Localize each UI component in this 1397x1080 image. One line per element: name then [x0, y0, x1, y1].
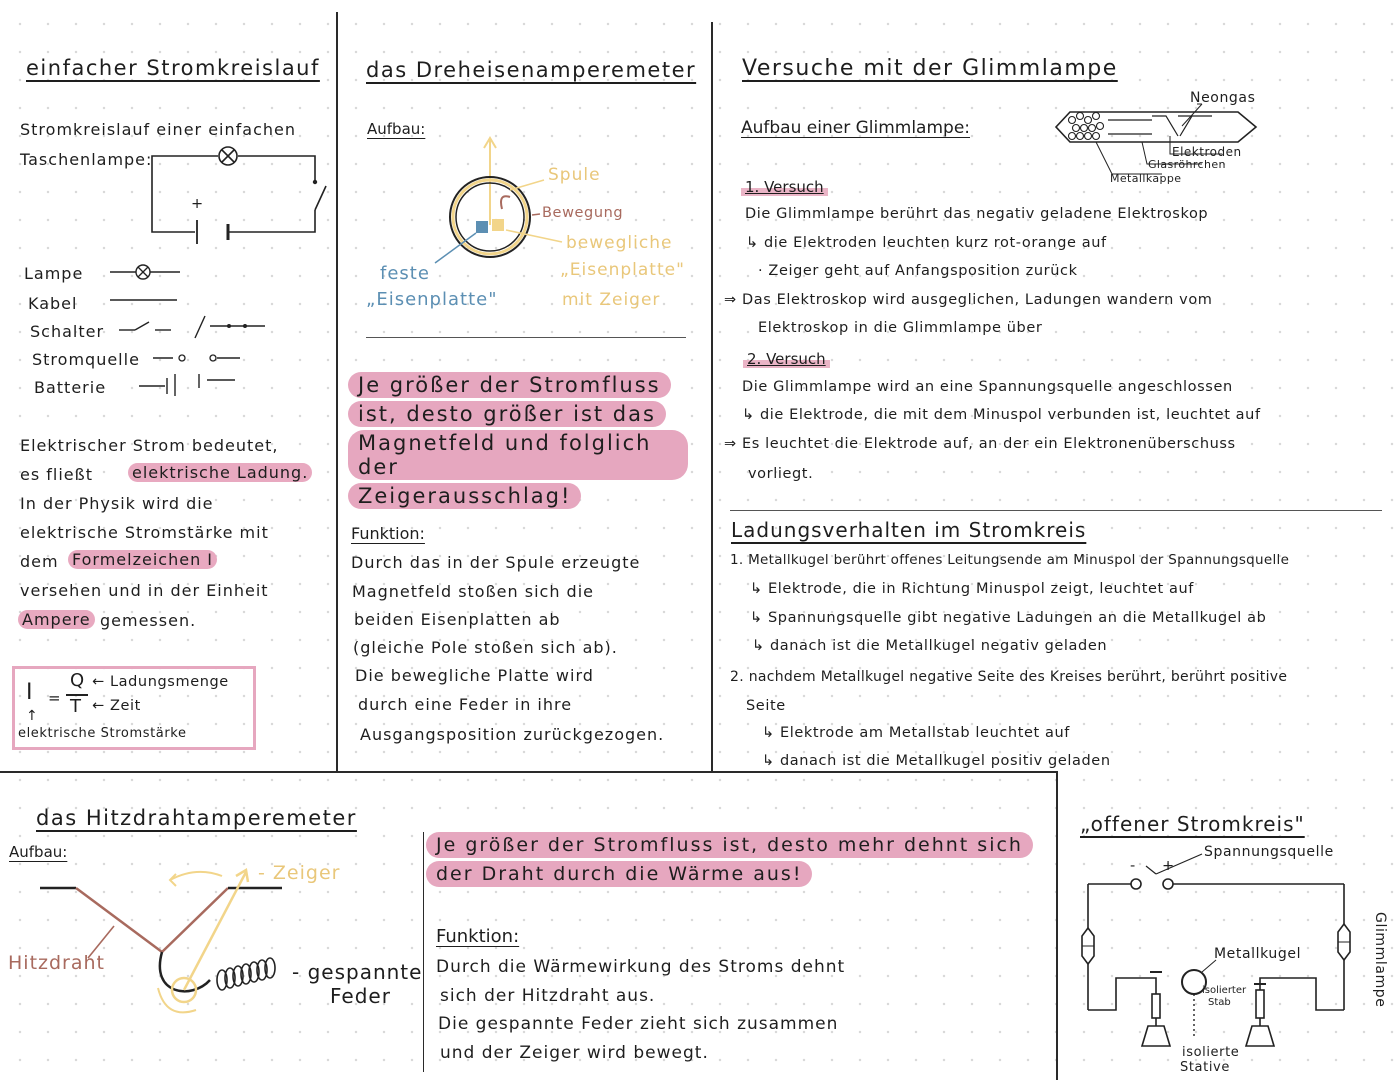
col1-title: einfacher Stromkreislauf	[26, 56, 320, 80]
col3-aufbau: Aufbau einer Glimmlampe:	[741, 118, 971, 138]
col3-ladung-line1: 1. Metallkugel berührt offenes Leitungsende am Minuspol der Spannungsquelle	[730, 552, 1290, 568]
col3-v2-line4: vorliegt.	[748, 466, 814, 482]
col2-funktion-6: durch eine Feder in ihre	[358, 695, 573, 714]
legend-symbols	[105, 260, 275, 400]
legend-kabel: Kabel	[28, 294, 78, 313]
col3-separator	[730, 510, 1382, 511]
bottom-right-title: „offener Stromkreis"	[1080, 812, 1305, 836]
circuit-plus-sign: +	[191, 196, 204, 212]
bottom-left-aufbau: Aufbau:	[9, 843, 68, 861]
col1-text-3: In der Physik wird die	[20, 494, 214, 513]
col2-highlight-block	[348, 372, 688, 512]
bottom-mid-funktion: Funktion:	[436, 926, 520, 947]
col2-funktion: Funktion:	[351, 524, 425, 543]
col3-v1-line1: Die Glimmlampe berührt das negativ geladene Elektroskop	[745, 206, 1209, 222]
label-feste-2: „Eisenplatte"	[366, 289, 498, 310]
label-isolierter-stab-1: isolierter	[1202, 985, 1247, 996]
label-isolierter-stab-2: Stab	[1208, 997, 1231, 1008]
col3-ladung-line6: Seite	[746, 698, 786, 714]
label-neongas: Neongas	[1190, 90, 1256, 106]
legend-batterie: Batterie	[34, 378, 107, 397]
divider-col2-col3	[711, 22, 713, 772]
bottom-mid-highlight-block	[426, 832, 1056, 890]
legend-stromquelle: Stromquelle	[32, 350, 140, 369]
label-bewegliche-1: bewegliche	[566, 233, 673, 253]
col3-title: Versuche mit der Glimmlampe	[742, 56, 1118, 81]
col3-v1-line5: Elektroskop in die Glimmlampe über	[758, 320, 1043, 336]
col2-funktion-7: Ausgangsposition zurückgezogen.	[360, 725, 665, 744]
label-plus: +	[1162, 858, 1175, 874]
col1-text-5b-highlight: Formelzeichen I	[68, 550, 217, 569]
divider-bottom-mid	[423, 832, 424, 1072]
formula-t-label: ← Zeit	[92, 698, 141, 714]
label-spannungsquelle: Spannungsquelle	[1204, 844, 1334, 860]
col3-ladung-line2: ↳ Elektrode, die in Richtung Minuspol zeigt, leuchtet auf	[750, 581, 1194, 597]
col2-highlight-2: ist, desto größer ist das	[348, 401, 666, 427]
col1-text-1: Elektrischer Strom bedeutet,	[20, 436, 279, 455]
col3-v1-line2: ↳ die Elektroden leuchten kurz rot-orange auf	[746, 235, 1107, 251]
col2-title: das Dreheisenamperemeter	[366, 58, 697, 82]
col1-text-7b: gemessen.	[100, 611, 197, 630]
label-minus: -	[1130, 858, 1136, 874]
label-feste-1: feste	[380, 263, 430, 284]
bottom-mid-highlight-2: der Draht durch die Wärme aus!	[426, 861, 812, 887]
col1-intro-2: Taschenlampe:	[20, 150, 153, 169]
col3-v1-line3: · Zeiger geht auf Anfangsposition zurück	[758, 263, 1078, 279]
col2-funktion-5: Die bewegliche Platte wird	[355, 666, 594, 685]
hitzdraht-diagram	[0, 860, 310, 1030]
col2-funktion-1: Durch das in der Spule erzeugte	[351, 553, 641, 572]
col3-v2-line2: ↳ die Elektrode, die mit dem Minuspol verbunden ist, leuchtet auf	[742, 407, 1261, 423]
label-feder-1: - gespannte	[292, 960, 423, 984]
col3-ladung-title: Ladungsverhalten im Stromkreis	[731, 518, 1087, 542]
col1-text-2a: es fließt	[20, 465, 93, 484]
formula-q-label: ← Ladungsmenge	[92, 674, 229, 690]
divider-bottom-right	[1056, 771, 1058, 1080]
col1-text-6: versehen und in der Einheit	[20, 581, 269, 600]
formula-Q: Q	[70, 670, 85, 691]
col3-v2-line3: ⇒ Es leuchtet die Elektrode auf, an der ein Elektronenüberschuss	[724, 436, 1236, 452]
label-bewegliche-2: „Eisenplatte"	[560, 260, 685, 280]
label-elektroden: Elektroden	[1172, 145, 1242, 159]
label-glimmlampe: Glimmlampe	[1372, 912, 1388, 1008]
col2-aufbau: Aufbau:	[367, 120, 426, 138]
formula-I: I	[26, 680, 33, 705]
col3-versuch2: 2. Versuch	[743, 350, 830, 368]
formula-i-label: elektrische Stromstärke	[18, 726, 187, 741]
label-bewegliche-3: mit Zeiger	[562, 290, 661, 310]
label-metallkappe: Metallkappe	[1110, 172, 1182, 185]
bottom-mid-funktion-1: Durch die Wärmewirkung des Stroms dehnt	[436, 957, 846, 977]
col2-funktion-4: (gleiche Pole stoßen sich ab).	[353, 638, 618, 657]
bottom-left-title: das Hitzdrahtamperemeter	[36, 806, 357, 830]
col2-separator	[366, 337, 686, 338]
col1-intro-1: Stromkreislauf einer einfachen	[20, 120, 296, 139]
formula-T: T	[70, 696, 81, 717]
col3-ladung-line7: ↳ Elektrode am Metallstab leuchtet auf	[762, 725, 1070, 741]
col1-text-7a-highlight: Ampere	[18, 610, 95, 629]
label-metallkugel: Metallkugel	[1214, 946, 1302, 962]
divider-col1-col2	[336, 12, 338, 772]
bottom-mid-funktion-3: Die gespannte Feder zieht sich zusammen	[438, 1014, 839, 1034]
bottom-mid-funktion-4: und der Zeiger wird bewegt.	[440, 1043, 709, 1063]
label-zeiger: - Zeiger	[258, 862, 341, 884]
col2-highlight-3: Magnetfeld und folglich der	[348, 430, 688, 480]
divider-top-bottom	[0, 771, 1058, 773]
col3-ladung-line5: 2. nachdem Metallkugel negative Seite des Kreises berührt, berührt positive	[730, 669, 1288, 685]
bottom-mid-highlight-1: Je größer der Stromfluss ist, desto mehr dehnt sich	[426, 832, 1033, 858]
col3-versuch1: 1. Versuch	[741, 178, 828, 196]
col3-ladung-line3: ↳ Spannungsquelle gibt negative Ladungen an die Metallkugel ab	[750, 610, 1267, 626]
bottom-mid-funktion-2: sich der Hitzdraht aus.	[440, 986, 656, 1006]
formula-equals: =	[48, 689, 61, 707]
col2-highlight-4: Zeigerausschlag!	[348, 483, 581, 509]
col3-ladung-line4: ↳ danach ist die Metallkugel negativ geladen	[752, 638, 1108, 654]
legend-schalter: Schalter	[30, 322, 105, 341]
label-isolierte-stative-1: isolierte	[1182, 1045, 1240, 1060]
label-isolierte-stative-2: Stative	[1180, 1060, 1230, 1075]
formula-arrow: ↑	[26, 708, 38, 724]
col3-ladung-line8: ↳ danach ist die Metallkugel positiv geladen	[762, 753, 1111, 769]
label-bewegung: Bewegung	[542, 205, 624, 221]
flashlight-circuit-diagram	[140, 140, 340, 250]
col2-funktion-2: Magnetfeld stoßen sich die	[352, 582, 594, 601]
col2-funktion-3: beiden Eisenplatten ab	[354, 610, 561, 629]
col3-v1-line4: ⇒ Das Elektroskop wird ausgeglichen, Ladungen wandern vom	[724, 292, 1213, 308]
label-glasroehrchen: Glasröhrchen	[1148, 158, 1226, 171]
label-spule: Spule	[548, 165, 601, 185]
col3-v2-line1: Die Glimmlampe wird an eine Spannungsquelle angeschlossen	[742, 379, 1233, 395]
legend-lampe: Lampe	[24, 264, 84, 283]
col1-text-4: elektrische Stromstärke mit	[20, 523, 269, 542]
col2-highlight-1: Je größer der Stromfluss	[348, 372, 671, 398]
label-hitzdraht: Hitzdraht	[8, 952, 105, 974]
label-feder-2: Feder	[330, 984, 391, 1008]
col1-text-2b-highlight: elektrische Ladung.	[128, 463, 312, 482]
col1-text-5a: dem	[20, 552, 59, 571]
